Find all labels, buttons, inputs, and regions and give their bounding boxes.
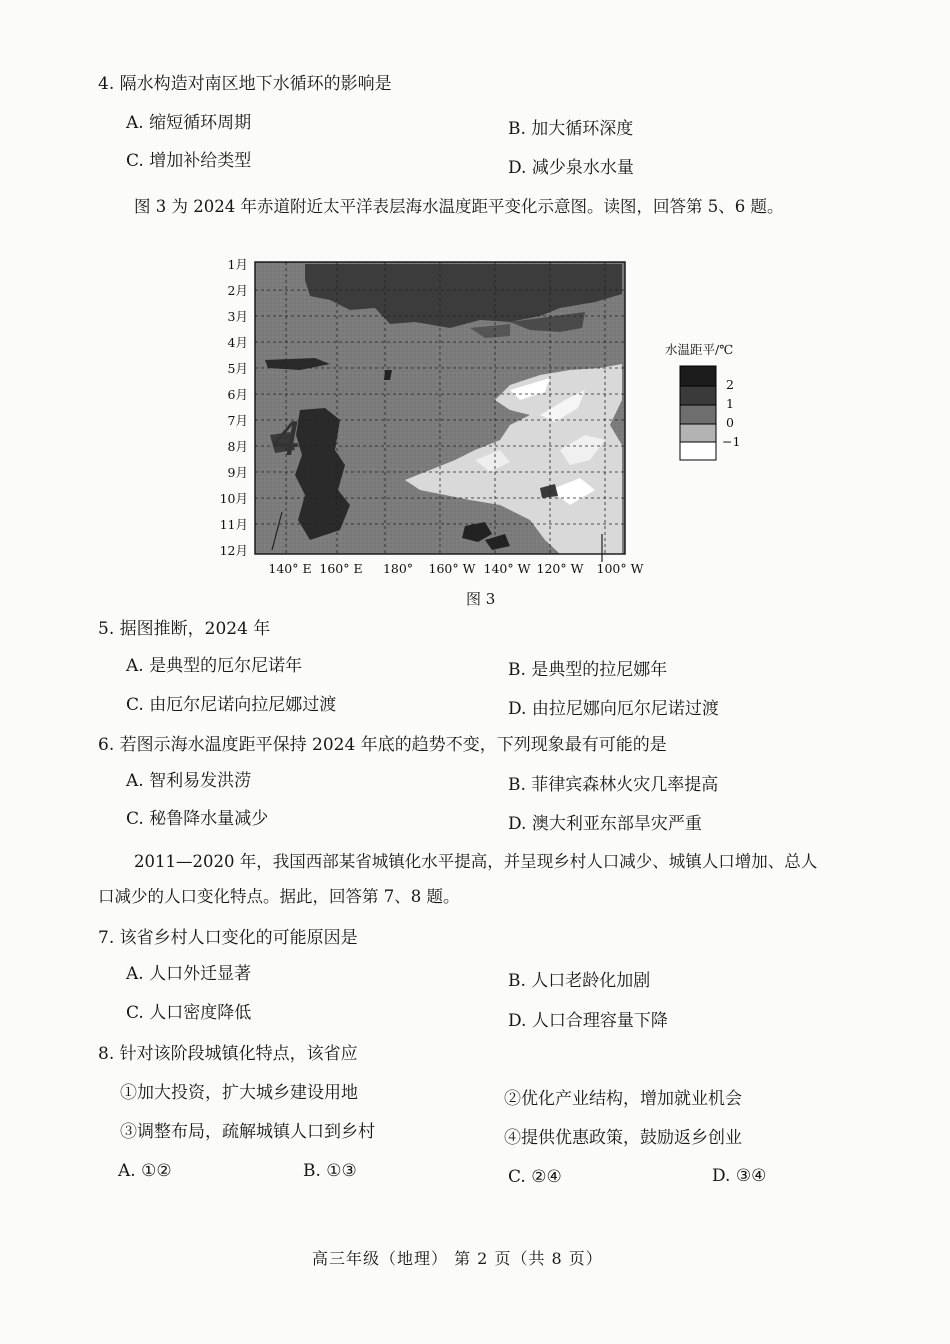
q6-option-d[interactable]: D. 澳大利亚东部旱灾严重	[508, 814, 702, 834]
q8-item-3: ③调整布局，疏解城镇人口到乡村	[120, 1122, 375, 1142]
longitude-label: 140° W	[483, 561, 531, 576]
q8-stem: 8. 针对该阶段城镇化特点，该省应	[98, 1044, 358, 1064]
q4-stem: 4. 隔水构造对南区地下水循环的影响是	[98, 74, 392, 94]
q6-option-b[interactable]: B. 菲律宾森林火灾几率提高	[508, 775, 719, 795]
month-label: 2月	[227, 283, 248, 298]
legend-value: 1	[726, 396, 734, 411]
q8-item-4: ④提供优惠政策，鼓励返乡创业	[504, 1128, 742, 1148]
handwritten-mark: 4	[272, 412, 302, 466]
legend-swatch	[680, 366, 716, 386]
figure-caption: 图 3	[466, 590, 496, 608]
intro-q7-q8-line1: 2011—2020 年，我国西部某省城镇化水平提高，并呈现乡村人口减少、城镇人口增加、总人	[134, 852, 818, 871]
q7-option-b[interactable]: B. 人口老龄化加剧	[508, 971, 651, 991]
longitude-label: 160° W	[428, 561, 476, 576]
figure-3-sst-anomaly-chart	[210, 250, 770, 618]
month-label: 1月	[227, 257, 248, 272]
q8-item-1: ①加大投资，扩大城乡建设用地	[120, 1083, 358, 1103]
month-label: 11月	[219, 517, 248, 532]
longitude-label: 100° W	[596, 561, 644, 576]
month-label: 9月	[227, 465, 248, 480]
month-label: 5月	[227, 361, 248, 376]
month-label: 3月	[227, 309, 248, 324]
q4-option-b[interactable]: B. 加大循环深度	[508, 119, 634, 139]
legend-title: 水温距平/℃	[665, 342, 734, 357]
q6-option-a[interactable]: A. 智利易发洪涝	[126, 771, 252, 791]
legend-swatch	[680, 442, 716, 460]
q7-option-a[interactable]: A. 人口外迁显著	[126, 964, 252, 984]
q5-option-a[interactable]: A. 是典型的厄尔尼诺年	[126, 656, 303, 676]
q8-option-a[interactable]: A. ①②	[118, 1161, 172, 1181]
month-label: 12月	[219, 543, 248, 558]
q6-stem: 6. 若图示海水温度距平保持 2024 年底的趋势不变，下列现象最有可能的是	[98, 735, 667, 755]
q7-option-d[interactable]: D. 人口合理容量下降	[508, 1011, 668, 1031]
q4-option-a[interactable]: A. 缩短循环周期	[126, 113, 252, 133]
q6-option-c[interactable]: C. 秘鲁降水量减少	[126, 809, 269, 829]
intro-q5-q6: 图 3 为 2024 年赤道附近太平洋表层海水温度距平变化示意图。读图，回答第 5、6 题。	[134, 197, 784, 216]
month-label: 8月	[227, 439, 248, 454]
q8-option-d[interactable]: D. ③④	[712, 1166, 767, 1186]
intro-q7-q8-line2: 口减少的人口变化特点。据此，回答第 7、8 题。	[98, 887, 460, 906]
q7-stem: 7. 该省乡村人口变化的可能原因是	[98, 928, 358, 948]
longitude-label: 140° E	[268, 561, 312, 576]
q8-item-2: ②优化产业结构，增加就业机会	[504, 1089, 742, 1109]
q4-option-d[interactable]: D. 减少泉水水量	[508, 158, 634, 178]
q8-option-c[interactable]: C. ②④	[508, 1167, 562, 1187]
legend-value: −1	[722, 434, 741, 449]
q5-option-c[interactable]: C. 由厄尔尼诺向拉尼娜过渡	[126, 695, 337, 715]
q5-stem: 5. 据图推断，2024 年	[98, 619, 271, 639]
q4-option-c[interactable]: C. 增加补给类型	[126, 151, 252, 171]
q5-option-b[interactable]: B. 是典型的拉尼娜年	[508, 660, 668, 680]
month-label: 10月	[219, 491, 248, 506]
q7-option-c[interactable]: C. 人口密度降低	[126, 1003, 252, 1023]
q8-option-b[interactable]: B. ①③	[303, 1161, 357, 1181]
longitude-label: 120° W	[536, 561, 584, 576]
legend-value: 0	[726, 415, 734, 430]
legend-swatch	[680, 386, 716, 405]
month-label: 4月	[227, 335, 248, 350]
longitude-label: 160° E	[319, 561, 363, 576]
page-footer: 高三年级（地理） 第 2 页（共 8 页）	[312, 1249, 603, 1268]
q5-option-d[interactable]: D. 由拉尼娜向厄尔尼诺过渡	[508, 699, 719, 719]
legend-value: 2	[726, 377, 734, 392]
month-label: 6月	[227, 387, 248, 402]
legend-swatch	[680, 424, 716, 442]
month-label: 7月	[227, 413, 248, 428]
legend-swatches	[680, 366, 716, 460]
longitude-label: 180°	[382, 561, 414, 576]
legend-swatch	[680, 405, 716, 424]
